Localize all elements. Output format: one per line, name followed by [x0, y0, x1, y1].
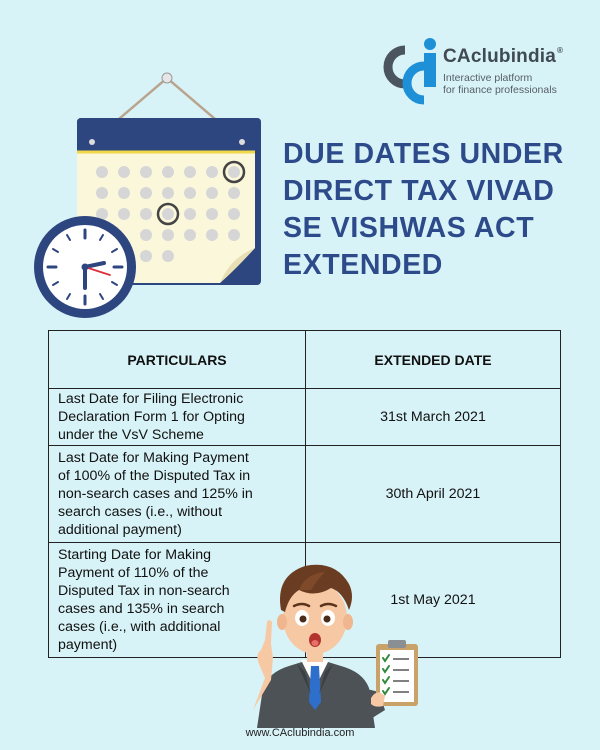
- brand-logo: [383, 36, 583, 106]
- brand-tagline: Interactive platform for finance professionals: [443, 72, 557, 96]
- clock-icon: [34, 216, 136, 318]
- row-particulars: Starting Date for Making Payment of 110% of the Disputed Tax in non-search cases and 135% in search cases (i.e., with additional payment): [49, 543, 306, 658]
- table-row: [49, 389, 561, 446]
- row-extended-date: 30th April 2021: [306, 446, 561, 543]
- title-line: DUE DATES UNDER: [283, 138, 564, 170]
- title-line: EXTENDED: [283, 249, 443, 281]
- header-extended-date: EXTENDED DATE: [306, 331, 561, 389]
- footer-website-url: www.CAclubindia.com: [245, 727, 355, 739]
- clipboard-checklist-icon: [371, 640, 418, 707]
- table-row: [49, 446, 561, 543]
- row-extended-date: 31st March 2021: [306, 389, 561, 446]
- brand-name: CAclubindia®: [443, 46, 564, 67]
- caclubindia-logo-icon: [383, 36, 439, 106]
- row-extended-date: 1st May 2021: [306, 543, 561, 658]
- title-line: SE VISHWAS ACT: [283, 212, 535, 244]
- row-particulars: Last Date for Making Payment of 100% of the Disputed Tax in non-search cases and 125% in search cases (i.e., without additional payment): [49, 446, 306, 543]
- table-header-row: [49, 331, 561, 389]
- header-particulars: PARTICULARS: [49, 331, 306, 389]
- row-particulars: Last Date for Filing Electronic Declaration Form 1 for Opting under the VsV Scheme: [49, 389, 306, 446]
- title-line: DIRECT TAX VIVAD: [283, 175, 555, 207]
- page-title: [283, 136, 583, 284]
- businessman-illustration: [245, 560, 445, 728]
- calendar-clock-illustration: [30, 70, 270, 320]
